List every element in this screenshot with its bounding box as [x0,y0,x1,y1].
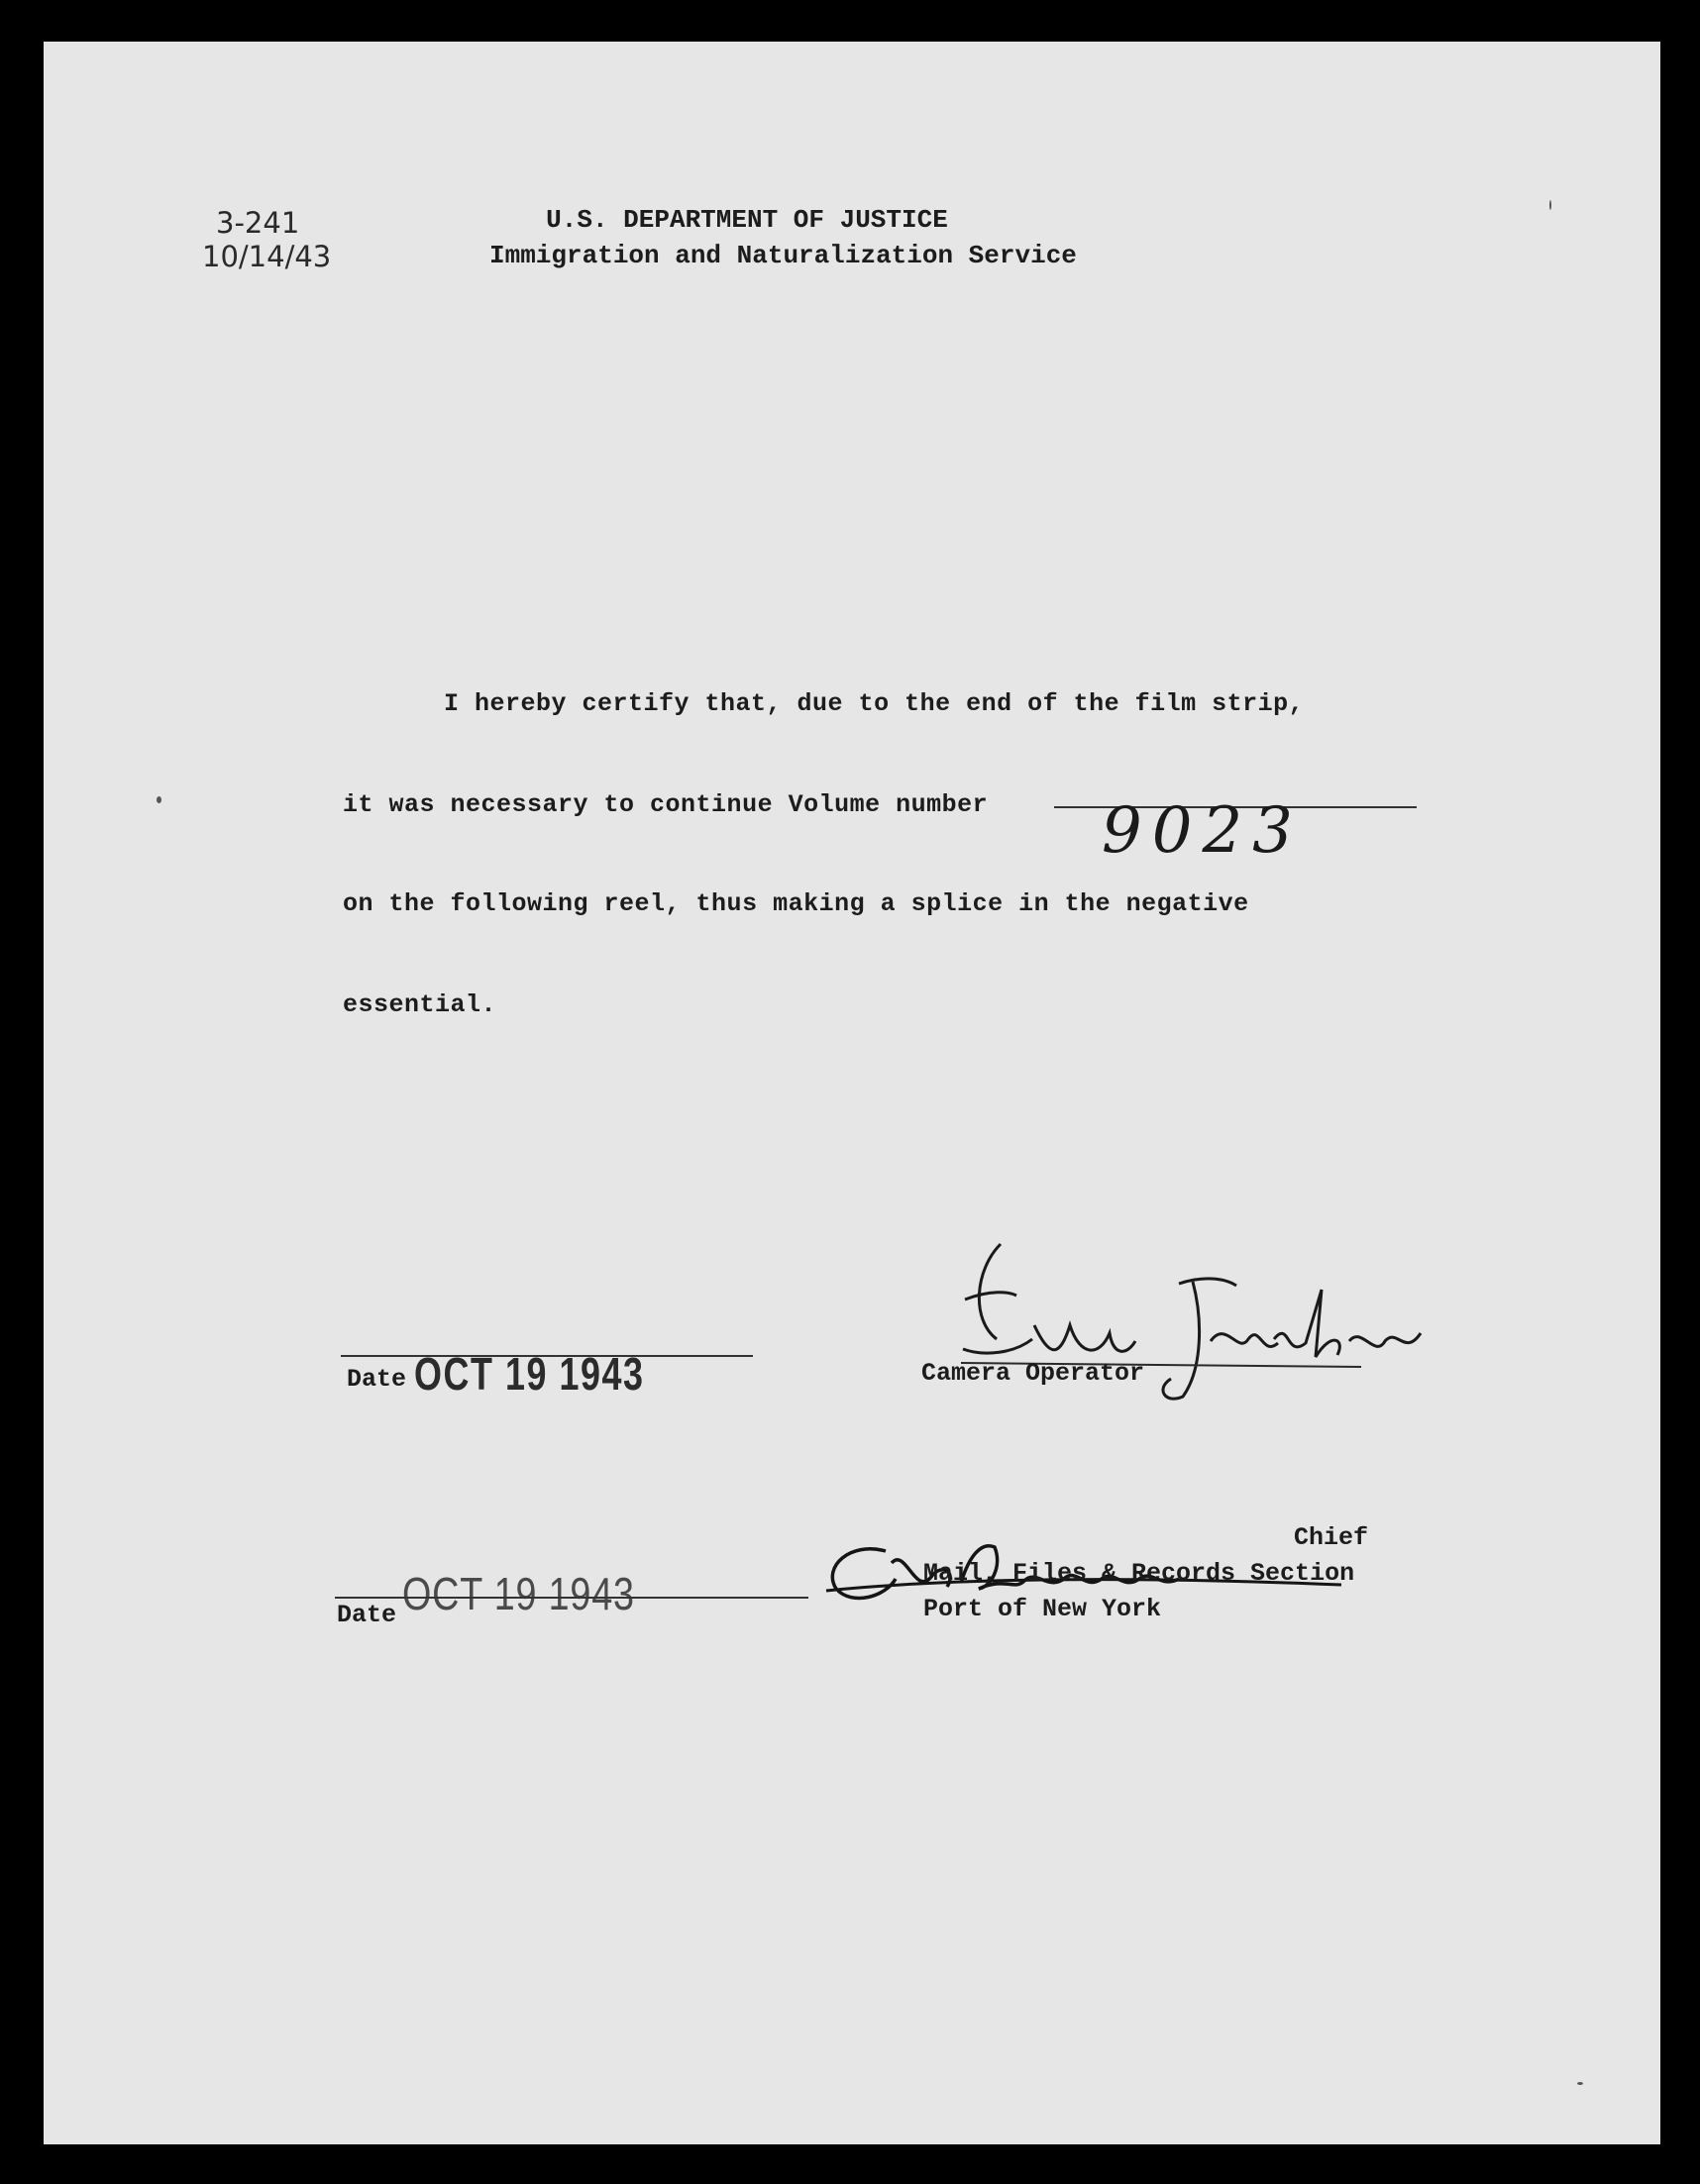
certification-line-4: essential. [343,990,497,1019]
paper-speck [157,796,161,803]
date-label-chief: Date [337,1601,397,1629]
form-date: 10/14/43 [202,240,332,273]
volume-number-handwritten: 9023 [1102,794,1303,868]
form-code [202,206,331,273]
paper-speck [1549,200,1551,210]
document-page [44,42,1660,2144]
camera-operator-role: Camera Operator [921,1359,1145,1388]
service-name: Immigration and Naturalization Service [489,241,1077,270]
department-name: U.S. DEPARTMENT OF JUSTICE [546,205,948,235]
certification-line-3: on the following reel, thus making a splice in the negative [343,889,1249,918]
certification-line-2: it was necessary to continue Volume number [343,790,989,819]
paper-speck [1577,2082,1583,2085]
date-stamp-chief: OCT 19 1943 [402,1568,635,1619]
date-line-chief [335,1597,808,1599]
chief-title: Chief [1294,1523,1369,1552]
date-stamp-camera: OCT 19 1943 [414,1348,645,1400]
certification-line-1: I hereby certify that, due to the end of the film strip, [444,689,1305,718]
document-heading [489,202,1077,273]
date-line-camera [341,1355,753,1357]
section-name: Mail, Files & Records Section [923,1559,1355,1588]
office-name: Port of New York [923,1595,1162,1623]
form-number: 3-241 [216,206,300,240]
date-label-camera: Date [347,1365,407,1394]
